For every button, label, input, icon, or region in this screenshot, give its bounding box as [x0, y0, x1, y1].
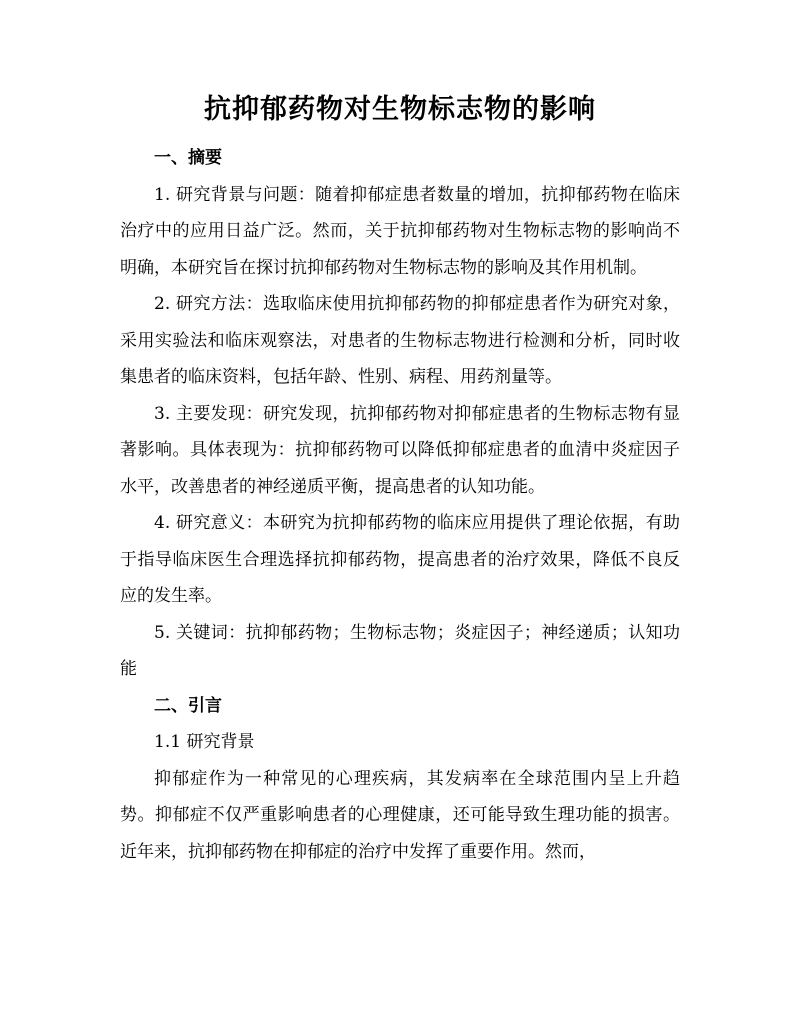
abstract-item-significance: 4. 研究意义：本研究为抗抑郁药物的临床应用提供了理论依据，有助于指导临床医生合理选择抗抑郁药物，提高患者的治疗效果，降低不良反应的发生率。 [120, 513, 680, 606]
section-heading-abstract: 一、摘要 [154, 148, 222, 168]
subsection-heading-background: 1.1 研究背景 [154, 732, 255, 752]
abstract-item-findings: 3. 主要发现：研究发现，抗抑郁药物对抑郁症患者的生物标志物有显著影响。具体表现为：抗抑郁药物可以降低抑郁症患者的血清中炎症因子水平，改善患者的神经递质平衡，提高患者的认知功能。 [120, 403, 680, 497]
abstract-item-background: 1. 研究背景与问题：随着抑郁症患者数量的增加，抗抑郁药物在临床治疗中的应用日益广泛。然而，关于抗抑郁药物对生物标志物的影响尚不明确，本研究旨在探讨抗抑郁药物对生物标志物的影响及其作用机制。 [120, 184, 680, 278]
abstract-item-methods: 2. 研究方法：选取临床使用抗抑郁药物的抑郁症患者作为研究对象，采用实验法和临床观察法，对患者的生物标志物进行检测和分析，同时收集患者的临床资料，包括年龄、性别、病程、用药剂量等。 [120, 294, 680, 387]
abstract-item-keywords: 5. 关键词：抗抑郁药物；生物标志物；炎症因子；神经递质；认知功能 [120, 622, 680, 679]
section-heading-introduction: 二、引言 [154, 695, 222, 716]
intro-paragraph: 抑郁症作为一种常见的心理疾病，其发病率在全球范围内呈上升趋势。抑郁症不仅严重影响患者的心理健康，还可能导致生理功能的损害。近年来，抗抑郁药物在抑郁症的治疗中发挥了重要作用。然而， [120, 768, 680, 862]
document-title: 抗抑郁药物对生物标志物的影响 [204, 94, 596, 125]
document-body [120, 140, 680, 870]
